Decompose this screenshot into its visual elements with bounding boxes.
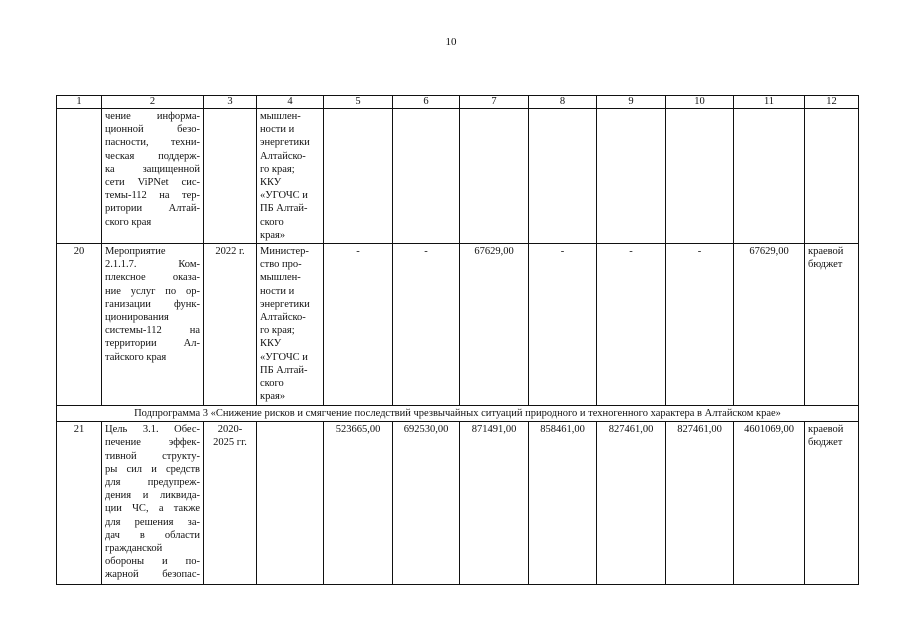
value-cell — [597, 109, 666, 244]
source-cell — [805, 109, 859, 244]
column-number: 12 — [805, 96, 859, 109]
table-row-21 — [57, 422, 859, 585]
column-number: 2 — [102, 96, 204, 109]
year-cell: 2022 г. — [204, 244, 257, 406]
source-cell: краевой бюджет — [805, 244, 859, 406]
column-number-row — [57, 96, 859, 109]
column-number: 3 — [204, 96, 257, 109]
column-number: 7 — [460, 96, 529, 109]
column-number: 8 — [529, 96, 597, 109]
value-cell: - — [666, 244, 734, 406]
program-table — [56, 95, 859, 585]
table-row-20 — [57, 244, 859, 406]
column-number: 4 — [257, 96, 324, 109]
executor-cell: Министер- ство про- мышлен- ности и энергетики Алтайско- го края; ККУ «УГОЧС и ПБ Алтай- ского края» — [257, 244, 324, 406]
value-cell: 67629,00 — [460, 244, 529, 406]
subprogram-title: Подпрограмма 3 «Снижение рисков и смягчение последствий чрезвычайных ситуаций природного и техногенного характера в Алтайском крае» — [57, 406, 859, 422]
row-number: 20 — [57, 244, 102, 406]
value-cell — [324, 109, 393, 244]
value-cell: - — [393, 244, 460, 406]
executor-cell: мышлен- ности и энергетики Алтайско- го края; ККУ «УГОЧС и ПБ Алтай- ского края» — [257, 109, 324, 244]
value-cell: 523665,00 — [324, 422, 393, 585]
measure-text-cell: Цель 3.1. Обес- печение эффек- тивной структу- ры сил и средств для предупреж- дения и ликвида- ции ЧС, а также для решения за- дач в области гражданской обороны и по- жарной безопас- — [102, 422, 204, 585]
column-number: 11 — [734, 96, 805, 109]
value-cell — [666, 109, 734, 244]
row-number-cell — [57, 109, 102, 244]
table-row-continued — [57, 109, 859, 244]
row-number: 21 — [57, 422, 102, 585]
value-cell — [460, 109, 529, 244]
total-cell: 67629,00 — [734, 244, 805, 406]
value-cell: 858461,00 — [529, 422, 597, 585]
year-cell — [204, 109, 257, 244]
column-number: 10 — [666, 96, 734, 109]
value-cell — [393, 109, 460, 244]
value-cell — [529, 109, 597, 244]
source-cell: краевой бюджет — [805, 422, 859, 585]
value-cell: 871491,00 — [460, 422, 529, 585]
value-cell: 692530,00 — [393, 422, 460, 585]
measure-text-cell: Мероприятие 2.1.1.7. Ком- плексное оказа- ние услуг по ор- ганизации функ- ционирования системы-112 на территории Ал- тайского края — [102, 244, 204, 406]
year-cell: 2020- 2025 гг. — [204, 422, 257, 585]
column-number: 9 — [597, 96, 666, 109]
total-cell: 4601069,00 — [734, 422, 805, 585]
value-cell: 827461,00 — [597, 422, 666, 585]
value-cell: - — [529, 244, 597, 406]
column-number: 6 — [393, 96, 460, 109]
value-cell: - — [324, 244, 393, 406]
subprogram-row — [57, 406, 859, 422]
measure-text-cell: чение информа- ционной безо- пасности, техни- ческая поддерж- ка защищенной сети ViPNet сис- темы-112 на тер- ритории Алтай- ского края — [102, 109, 204, 244]
value-cell: - — [597, 244, 666, 406]
column-number: 1 — [57, 96, 102, 109]
value-cell — [734, 109, 805, 244]
column-number: 5 — [324, 96, 393, 109]
page-number: 10 — [445, 36, 457, 48]
value-cell: 827461,00 — [666, 422, 734, 585]
executor-cell — [257, 422, 324, 585]
